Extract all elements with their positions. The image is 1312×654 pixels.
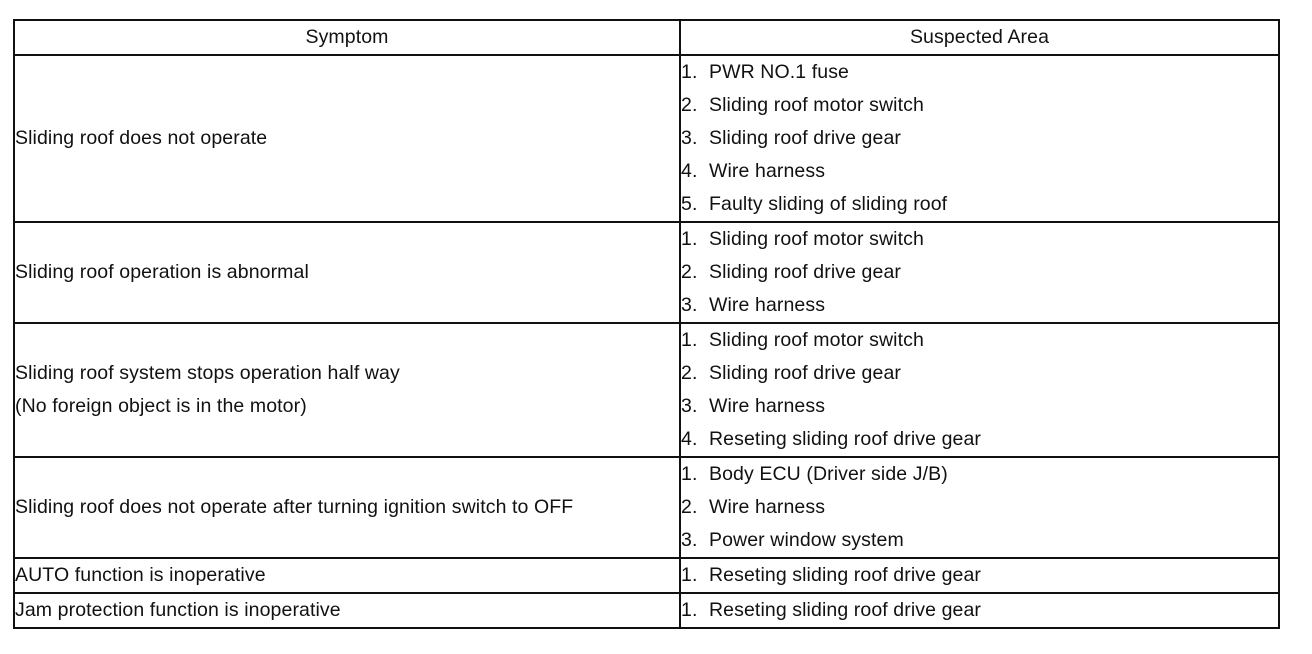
symptom-cell (14, 558, 680, 593)
list-item (681, 289, 1278, 322)
list-item (681, 89, 1278, 122)
item-number: 1. (681, 329, 698, 351)
item-number: 4. (681, 160, 698, 182)
item-text: Reseting sliding roof drive gear (709, 428, 982, 450)
item-number: 4. (681, 428, 698, 450)
list-item (681, 458, 1278, 491)
suspected-area-cell (680, 558, 1279, 593)
suspected-area-list (681, 458, 1278, 557)
list-item (681, 491, 1278, 524)
item-number: 1. (681, 61, 698, 83)
symptom-text: (No foreign object is in the motor) (15, 395, 307, 417)
table-header-row (14, 20, 1279, 55)
item-text: Sliding roof motor switch (709, 329, 924, 351)
suspected-area-list (681, 559, 1278, 592)
item-number: 1. (681, 564, 698, 586)
symptom-cell (14, 222, 680, 323)
item-number: 1. (681, 228, 698, 250)
column-header-suspected-area: Suspected Area (680, 20, 1279, 55)
item-number: 1. (681, 599, 698, 621)
list-item (681, 56, 1278, 89)
suspected-area-cell (680, 55, 1279, 222)
suspected-area-list (681, 223, 1278, 322)
item-number: 2. (681, 261, 698, 283)
suspected-area-cell (680, 222, 1279, 323)
item-text: Wire harness (709, 496, 826, 518)
list-item (681, 594, 1278, 627)
suspected-area-list (681, 324, 1278, 456)
list-item (681, 357, 1278, 390)
table-body (14, 55, 1279, 628)
item-text: Sliding roof motor switch (709, 228, 924, 250)
list-item (681, 324, 1278, 357)
item-number: 3. (681, 395, 698, 417)
list-item (681, 188, 1278, 221)
item-number: 2. (681, 496, 698, 518)
item-text: Faulty sliding of sliding roof (709, 193, 948, 215)
item-text: PWR NO.1 fuse (709, 61, 849, 83)
symptom-cell (14, 55, 680, 222)
list-item (681, 122, 1278, 155)
symptom-table (13, 19, 1280, 629)
symptom-text: Sliding roof operation is abnormal (15, 261, 309, 283)
item-text: Sliding roof drive gear (709, 362, 901, 384)
suspected-area-cell (680, 457, 1279, 558)
table-row (14, 457, 1279, 558)
item-number: 3. (681, 529, 698, 551)
item-text: Sliding roof drive gear (709, 261, 901, 283)
troubleshooting-sheet (13, 19, 1278, 629)
table-row (14, 323, 1279, 457)
item-number: 2. (681, 94, 698, 116)
symptom-text: Sliding roof does not operate after turning ignition switch to OFF (15, 496, 574, 518)
list-item (681, 559, 1278, 592)
item-number: 1. (681, 463, 698, 485)
list-item (681, 256, 1278, 289)
list-item (681, 423, 1278, 456)
symptom-text: AUTO function is inoperative (15, 564, 266, 586)
symptom-cell (14, 457, 680, 558)
item-text: Wire harness (709, 160, 826, 182)
item-text: Sliding roof motor switch (709, 94, 924, 116)
item-text: Sliding roof drive gear (709, 127, 901, 149)
list-item (681, 223, 1278, 256)
item-text: Power window system (709, 529, 904, 551)
table-row (14, 593, 1279, 628)
item-number: 5. (681, 193, 698, 215)
symptom-text: Sliding roof does not operate (15, 127, 268, 149)
suspected-area-list (681, 56, 1278, 221)
symptom-text: Sliding roof system stops operation half way (15, 362, 400, 384)
suspected-area-list (681, 594, 1278, 627)
suspected-area-cell (680, 323, 1279, 457)
table-row (14, 55, 1279, 222)
list-item (681, 524, 1278, 557)
symptom-cell (14, 323, 680, 457)
table-row (14, 222, 1279, 323)
item-text: Reseting sliding roof drive gear (709, 599, 982, 621)
list-item (681, 390, 1278, 423)
symptom-text: Jam protection function is inoperative (15, 599, 341, 621)
item-number: 3. (681, 294, 698, 316)
item-number: 2. (681, 362, 698, 384)
table-row (14, 558, 1279, 593)
item-text: Reseting sliding roof drive gear (709, 564, 982, 586)
item-text: Body ECU (Driver side J/B) (709, 463, 948, 485)
item-text: Wire harness (709, 294, 826, 316)
item-text: Wire harness (709, 395, 826, 417)
symptom-cell (14, 593, 680, 628)
list-item (681, 155, 1278, 188)
column-header-symptom: Symptom (14, 20, 680, 55)
item-number: 3. (681, 127, 698, 149)
suspected-area-cell (680, 593, 1279, 628)
